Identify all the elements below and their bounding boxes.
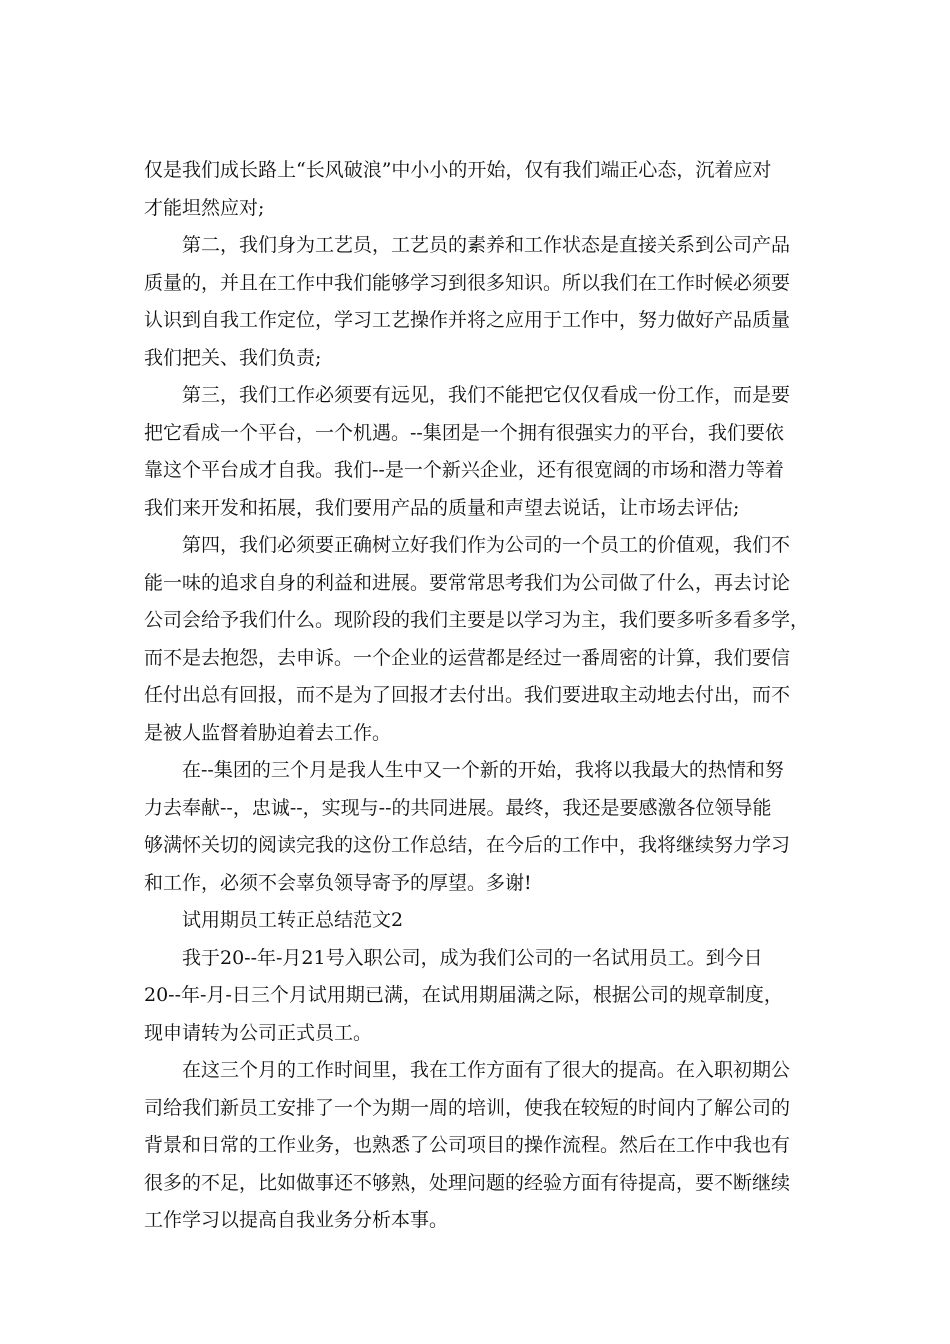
text-line: 工作学习以提高自我业务分析本事。 bbox=[144, 1209, 449, 1231]
text-line: 在--集团的三个月是我人生中又一个新的开始，我将以我最大的热情和努 bbox=[182, 759, 784, 781]
text-line: 能一味的追求自身的利益和进展。要常常思考我们为公司做了什么，再去讨论 bbox=[144, 571, 791, 594]
text-line: 公司会给予我们什么。现阶段的我们主要是以学习为主，我们要多听多看多学， bbox=[144, 609, 810, 631]
document-body bbox=[144, 152, 810, 1240]
text-line: 很多的不足，比如做事还不够熟，处理问题的经验方面有待提高，要不断继续 bbox=[144, 1171, 791, 1194]
text-line: 背景和日常的工作业务，也熟悉了公司项目的操作流程。然后在工作中我也有 bbox=[144, 1134, 791, 1156]
text-line: 第四，我们必须要正确树立好我们作为公司的一个员工的价值观，我们不 bbox=[182, 534, 791, 556]
text-line: 仅是我们成长路上“长风破浪”中小小的开始，仅有我们端正心态，沉着应对 bbox=[144, 159, 772, 181]
text-line: 而不是去抱怨，去申诉。一个企业的运营都是经过一番周密的计算，我们要信 bbox=[144, 646, 791, 669]
text-line: 司给我们新员工安排了一个为期一周的培训，使我在较短的时间内了解公司的 bbox=[144, 1096, 791, 1119]
text-line: 我们把关、我们负责; bbox=[144, 346, 322, 369]
text-line: 我们来开发和拓展，我们要用产品的质量和声望去说话，让市场去评估; bbox=[144, 496, 740, 519]
text-line: 力去奉献--，忠诚--，实现与--的共同进展。最终，我还是要感激各位领导能 bbox=[144, 796, 772, 819]
text-line: 把它看成一个平台，一个机遇。--集团是一个拥有很强实力的平台，我们要依 bbox=[144, 421, 784, 444]
text-line: 现申请转为公司正式员工。 bbox=[144, 1021, 373, 1044]
text-line: 试用期员工转正总结范文2 bbox=[182, 909, 404, 931]
text-line: 够满怀关切的阅读完我的这份工作总结，在今后的工作中，我将继续努力学习 bbox=[144, 834, 791, 856]
text-line: 20--年-月-日三个月试用期已满，在试用期届满之际，根据公司的规章制度， bbox=[144, 984, 783, 1006]
text-line: 在这三个月的工作时间里，我在工作方面有了很大的提高。在入职初期公 bbox=[182, 1059, 791, 1081]
text-line: 是被人监督着胁迫着去工作。 bbox=[144, 721, 392, 744]
text-line: 认识到自我工作定位，学习工艺操作并将之应用于工作中，努力做好产品质量 bbox=[144, 309, 791, 331]
text-line: 才能坦然应对; bbox=[144, 196, 265, 219]
text-line: 任付出总有回报，而不是为了回报才去付出。我们要进取主动地去付出，而不 bbox=[144, 684, 791, 706]
text-line: 我于20--年-月21号入职公司，成为我们公司的一名试用员工。到今日 bbox=[182, 946, 763, 969]
text-line: 第二，我们身为工艺员，工艺员的素养和工作状态是直接关系到公司产品 bbox=[182, 234, 791, 256]
text-line: 和工作，必须不会辜负领导寄予的厚望。多谢! bbox=[144, 871, 532, 894]
text-line: 靠这个平台成才自我。我们--是一个新兴企业，还有很宽阔的市场和潜力等着 bbox=[144, 459, 784, 481]
text-line: 质量的，并且在工作中我们能够学习到很多知识。所以我们在工作时候必须要 bbox=[144, 271, 791, 294]
text-line: 第三，我们工作必须要有远见，我们不能把它仅仅看成一份工作，而是要 bbox=[182, 384, 791, 406]
